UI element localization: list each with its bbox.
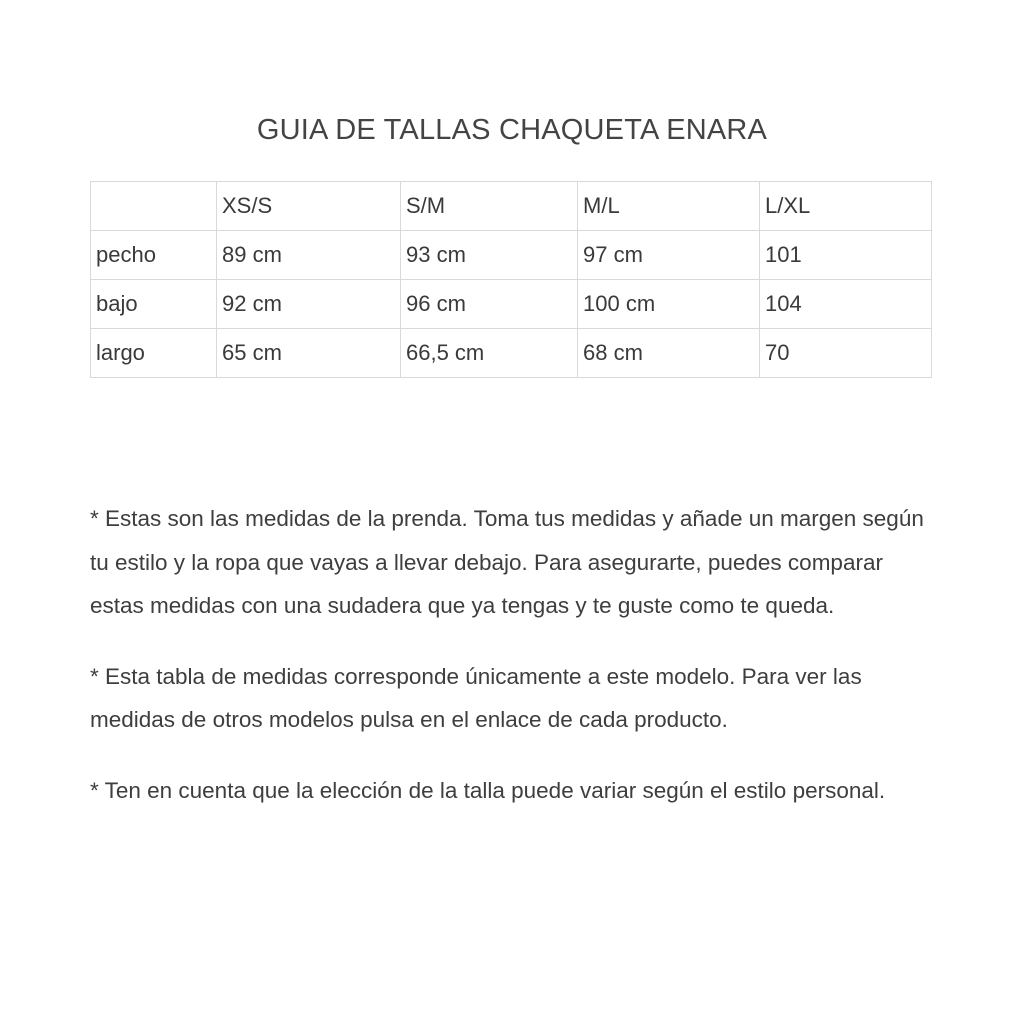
table-header-cell — [91, 182, 217, 231]
note-model-specific: * Esta tabla de medidas corresponde únicamente a este modelo. Para ver las medidas de otros modelos pulsa en el enlace de cada producto. — [90, 663, 862, 732]
table-row — [91, 280, 932, 329]
page-title: GUIA DE TALLAS CHAQUETA ENARA — [256, 114, 768, 146]
size-table — [90, 181, 932, 378]
table-cell: 101 — [760, 231, 932, 280]
row-label: pecho — [91, 231, 217, 280]
table-cell: 68 cm — [578, 329, 760, 378]
table-cell: 104 — [760, 280, 932, 329]
notes-section — [90, 497, 940, 839]
table-cell: 93 cm — [401, 231, 578, 280]
table-header-row — [91, 182, 932, 231]
table-cell: 89 cm — [217, 231, 401, 280]
table-header-cell: S/M — [401, 182, 578, 231]
row-label: bajo — [91, 280, 217, 329]
table-header-cell: M/L — [578, 182, 760, 231]
table-cell: 100 cm — [578, 280, 760, 329]
table-cell: 97 cm — [578, 231, 760, 280]
table-cell: 92 cm — [217, 280, 401, 329]
table-cell: 70 — [760, 329, 932, 378]
note-garment-measurements: * Estas son las medidas de la prenda. Toma tus medidas y añade un margen según tu estilo y la ropa que vayas a llevar debajo. Para asegurarte, puedes comparar estas medidas con una sudadera que ya tengas y te guste como te queda. — [90, 506, 924, 618]
table-row — [91, 231, 932, 280]
note-personal-style: * Ten en cuenta que la elección de la talla puede variar según el estilo personal. — [90, 777, 886, 803]
table-row — [91, 329, 932, 378]
table-cell: 66,5 cm — [401, 329, 578, 378]
table-header-cell: XS/S — [217, 182, 401, 231]
table-header-cell: L/XL — [760, 182, 932, 231]
table-cell: 65 cm — [217, 329, 401, 378]
row-label: largo — [91, 329, 217, 378]
table-cell: 96 cm — [401, 280, 578, 329]
